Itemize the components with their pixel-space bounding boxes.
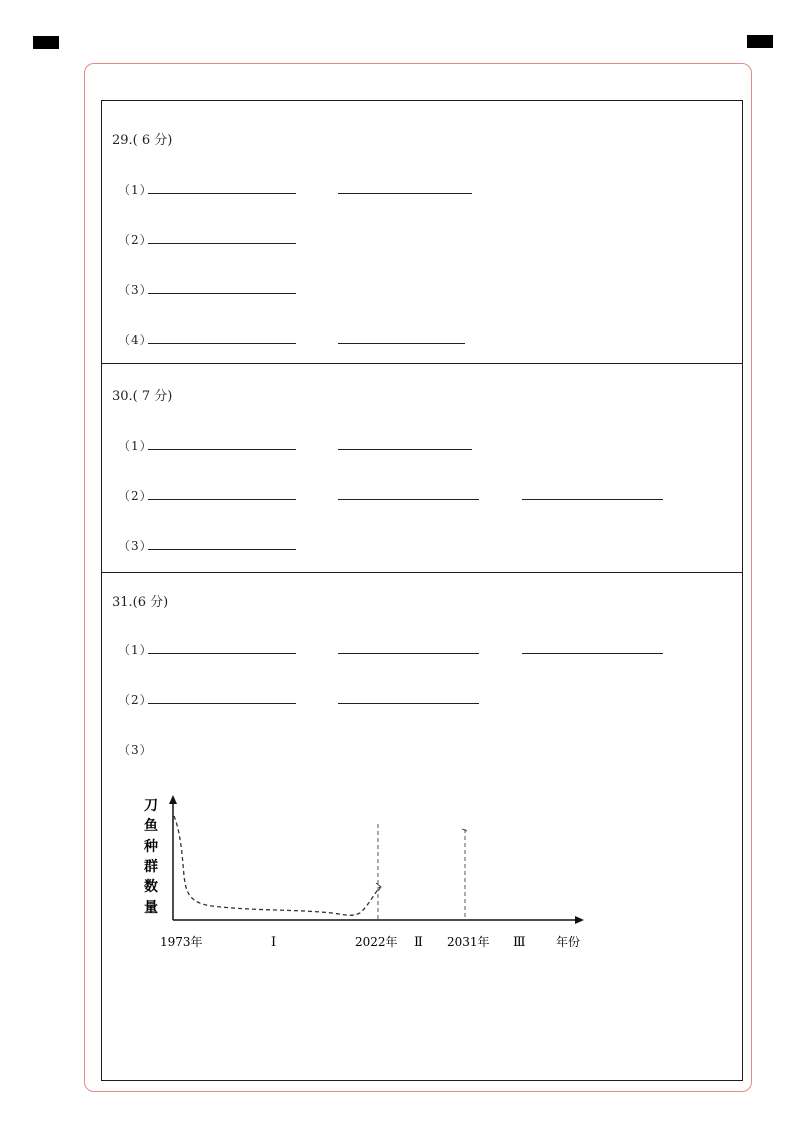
- q29-part4-blank-1[interactable]: [148, 343, 296, 344]
- q31-part1-blank-3[interactable]: [522, 653, 663, 654]
- q29-part1-label: （1）: [118, 183, 153, 197]
- question-30-title: 30.( 7 分): [112, 389, 173, 404]
- x-tick-2031: 2031年: [447, 935, 490, 949]
- q30-part1-label: （1）: [118, 439, 153, 453]
- q31-part1-blank-1[interactable]: [148, 653, 296, 654]
- q29-part2-blank-1[interactable]: [148, 243, 296, 244]
- registration-mark-left: [33, 36, 59, 49]
- section-divider: [102, 572, 742, 573]
- q29-part3-label: （3）: [118, 283, 153, 297]
- q30-part2-blank-3[interactable]: [522, 499, 663, 500]
- x-axis-label: 年份: [556, 935, 581, 949]
- q29-part3-blank-1[interactable]: [148, 293, 296, 294]
- population-curve: [174, 816, 380, 915]
- q30-part2-blank-1[interactable]: [148, 499, 296, 500]
- q29-part4-label: （4）: [118, 333, 153, 347]
- period-label-3: Ⅲ: [513, 935, 526, 950]
- q31-part2-blank-2[interactable]: [338, 703, 479, 704]
- q31-part2-label: （2）: [118, 693, 153, 707]
- ylabel-char: 群: [144, 859, 158, 875]
- q29-part4-blank-2[interactable]: [338, 343, 465, 344]
- q30-part1-blank-1[interactable]: [148, 449, 296, 450]
- population-chart: [142, 791, 602, 956]
- question-31-title: 31.(6 分): [112, 595, 169, 610]
- q29-part2-label: （2）: [118, 233, 153, 247]
- q30-part3-label: （3）: [118, 539, 153, 553]
- y-axis-arrow-icon: [169, 795, 177, 804]
- ylabel-char: 量: [144, 900, 158, 916]
- section-divider: [102, 363, 742, 364]
- question-29-title: 29.( 6 分): [112, 133, 173, 148]
- ylabel-char: 种: [144, 839, 158, 855]
- q31-part2-blank-1[interactable]: [148, 703, 296, 704]
- x-tick-2022: 2022年: [355, 935, 398, 949]
- period-label-1: Ⅰ: [271, 935, 277, 950]
- q29-part1-blank-1[interactable]: [148, 193, 296, 194]
- q30-part2-blank-2[interactable]: [338, 499, 479, 500]
- q30-part1-blank-2[interactable]: [338, 449, 472, 450]
- q31-part3-label: （3）: [118, 743, 153, 757]
- q30-part3-blank-1[interactable]: [148, 549, 296, 550]
- answer-area: [101, 100, 743, 1081]
- q30-part2-label: （2）: [118, 489, 153, 503]
- x-tick-1973: 1973年: [160, 935, 203, 949]
- q29-part1-blank-2[interactable]: [338, 193, 472, 194]
- q31-part1-blank-2[interactable]: [338, 653, 479, 654]
- x-axis-arrow-icon: [575, 916, 584, 924]
- ylabel-char: 刀: [144, 798, 158, 814]
- ylabel-char: 数: [144, 879, 158, 895]
- ylabel-char: 鱼: [144, 818, 158, 834]
- registration-mark-right: [747, 35, 773, 48]
- q31-part1-label: （1）: [118, 643, 153, 657]
- period-label-2: Ⅱ: [414, 935, 423, 950]
